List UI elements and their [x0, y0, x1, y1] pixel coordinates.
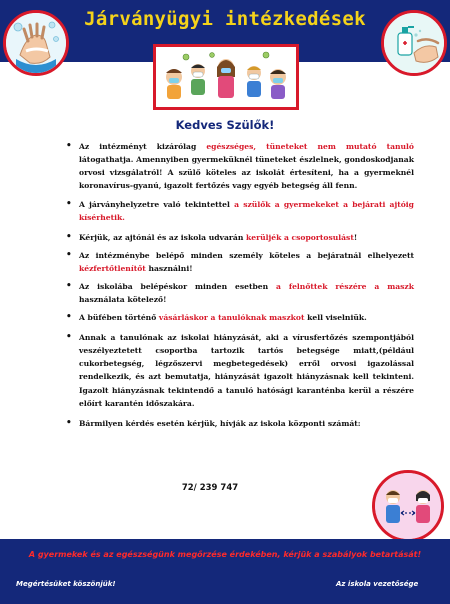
distancing-children-icon: [375, 473, 441, 539]
rule-text: A járványhelyzetre való tekintettel: [79, 200, 235, 210]
rule-text: !: [353, 232, 358, 242]
rule-text: Kérjük, az ajtónál és az iskola udvarán: [79, 232, 246, 242]
masked-children-image: [153, 44, 299, 110]
rule-text: Az iskolába belépéskor minden esetben: [79, 281, 277, 291]
handwashing-icon: [6, 13, 66, 73]
rule-text: Az intézménybe belépő minden személy köteles a bejáratnál elhelyezett: [79, 250, 414, 260]
children-cartoon-icon: [156, 47, 296, 107]
greeting: Kedves Szülők!: [175, 118, 275, 132]
list-item: [66, 280, 414, 306]
social-distancing-image: [372, 470, 444, 542]
footer-thanks: Megértésüket köszönjük!: [16, 580, 116, 588]
rule-text: Az intézményt kizárólag: [79, 142, 207, 151]
list-item: [66, 249, 414, 275]
school-phone-number: 72/ 239 747: [181, 483, 239, 493]
rule-highlight: egészséges, tüneteket nem mutató tanuló: [206, 142, 414, 151]
rule-list: [66, 140, 414, 430]
rule-highlight: a felnőttek részére a maszk: [276, 281, 414, 291]
rule-text: Annak a tanulónak az iskolai hiányzását, aki a vírusfertőzés szempontjából veszélyeztetett csoportba tartozik tartós betegsége miatt,(például cukorbetegség, légzőszervi megbetegedések) erről orvosi igazolással rendelkezik, és azt bemutatja, hiányzását igazolt hiányzásnak kell tekinteni. Igazolt hiányzásnak tekintendő a tanuló hatósági karanténba kerül a részére előírt karantén időszakára.: [79, 333, 414, 408]
rule-text: használata kötelező!: [79, 294, 167, 304]
list-item: [66, 331, 414, 410]
sanitizer-icon: [384, 13, 444, 73]
rule-text: látogathatja. Amennyiben gyermeküknél tüneteket észlelnek, gondoskodjanak orvosi vizsgálatról! A szülő köteles az iskolát értesíteni, ha a gyermeknél koronavírus-gyanú, igazolt fertőzés vagy egyéb betegség áll fenn.: [79, 155, 414, 191]
rule-text: A büfében történő: [79, 313, 159, 323]
rule-text: Bármilyen kérdés esetén kérjük, hívják az iskola központi számát:: [79, 418, 361, 428]
rule-highlight: a szülők a gyermekeket a bejárati ajtóig kísérhetik.: [79, 200, 414, 223]
rule-highlight: vásárláskor a tanulóknak maszkot: [158, 313, 305, 323]
list-item: [66, 198, 414, 224]
list-item: [66, 311, 414, 324]
list-item: [66, 231, 414, 244]
page-title: Járványügyi intézkedések: [84, 8, 366, 30]
footer-band: [0, 539, 450, 604]
rule-text: kell viselniük.: [304, 313, 367, 323]
rule-highlight: kézfertőtlenítőt: [79, 263, 146, 273]
list-item: [66, 417, 414, 430]
hand-sanitizer-image: [381, 10, 447, 76]
handwashing-image: [3, 10, 69, 76]
rule-highlight: kerüljék a csoportosulást: [245, 232, 354, 242]
footer-appeal: A gyermekek és az egészségünk megőrzése érdekében, kérjük a szabályok betartását!: [28, 550, 422, 559]
list-item: [66, 140, 414, 192]
footer-signature: Az iskola vezetősége: [336, 580, 419, 588]
rule-text: használni!: [145, 263, 193, 273]
